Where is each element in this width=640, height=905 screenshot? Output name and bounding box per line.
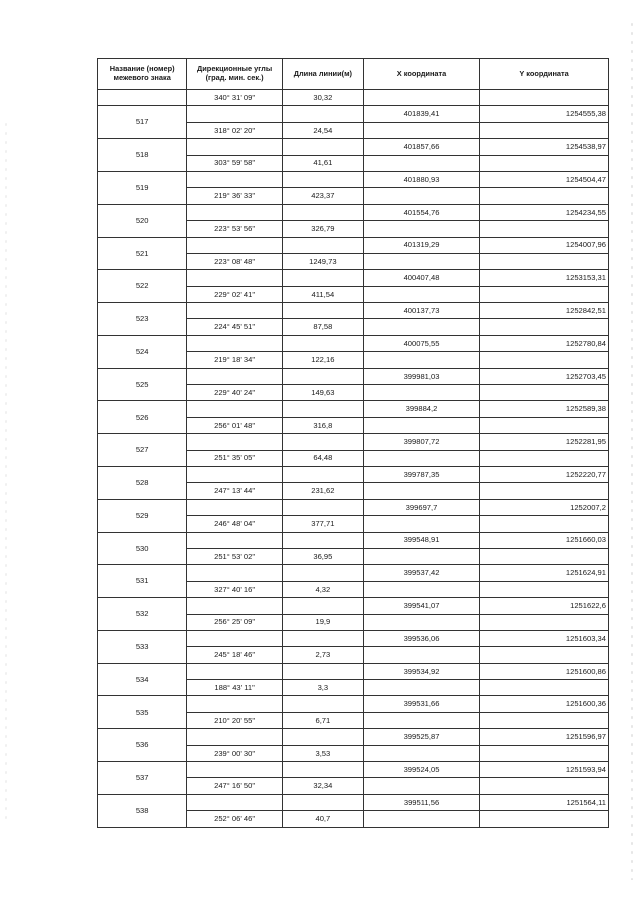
segment-angle: 251° 35' 05" bbox=[187, 450, 283, 466]
scan-artifact-right bbox=[630, 20, 634, 880]
y-coordinate: 1251600,86 bbox=[480, 663, 609, 679]
y-coordinate: 1252220,77 bbox=[480, 466, 609, 482]
segment-angle: 247° 16' 50" bbox=[187, 778, 283, 794]
table-row bbox=[98, 499, 609, 515]
table-row bbox=[98, 204, 609, 220]
segment-angle: 224° 45' 51" bbox=[187, 319, 283, 335]
segment-angle: 318° 02' 20" bbox=[187, 122, 283, 138]
y-coordinate: 1251564,11 bbox=[480, 794, 609, 810]
point-name: 525 bbox=[98, 368, 187, 401]
table-row bbox=[98, 729, 609, 745]
y-coordinate: 1252703,45 bbox=[480, 368, 609, 384]
header-line-length: Длина линии(м) bbox=[282, 59, 363, 90]
table-row bbox=[98, 303, 609, 319]
coordinates-table bbox=[97, 58, 609, 828]
x-coordinate: 400407,48 bbox=[363, 270, 479, 286]
y-coordinate: 1251660,03 bbox=[480, 532, 609, 548]
point-name: 535 bbox=[98, 696, 187, 729]
table-row bbox=[98, 335, 609, 351]
x-coordinate: 401839,41 bbox=[363, 106, 479, 122]
point-name: 534 bbox=[98, 663, 187, 696]
x-coordinate: 400075,55 bbox=[363, 335, 479, 351]
header-x-coordinate: X координата bbox=[363, 59, 479, 90]
segment-length: 377,71 bbox=[282, 516, 363, 532]
header-y-coordinate: Y координата bbox=[480, 59, 609, 90]
point-name: 518 bbox=[98, 139, 187, 172]
table-row bbox=[98, 90, 609, 106]
segment-length: 36,95 bbox=[282, 548, 363, 564]
segment-length: 30,32 bbox=[282, 90, 363, 106]
x-coordinate: 399981,03 bbox=[363, 368, 479, 384]
segment-angle: 340° 31' 09" bbox=[187, 90, 283, 106]
segment-length: 231,62 bbox=[282, 483, 363, 499]
y-coordinate: 1254555,38 bbox=[480, 106, 609, 122]
table-row bbox=[98, 565, 609, 581]
point-name: 526 bbox=[98, 401, 187, 434]
segment-length: 1249,73 bbox=[282, 253, 363, 269]
table-row bbox=[98, 139, 609, 155]
table-row bbox=[98, 270, 609, 286]
segment-length: 122,16 bbox=[282, 352, 363, 368]
table-row bbox=[98, 598, 609, 614]
point-name: 519 bbox=[98, 171, 187, 204]
y-coordinate: 1251603,34 bbox=[480, 630, 609, 646]
segment-angle: 251° 53' 02" bbox=[187, 548, 283, 564]
point-name: 530 bbox=[98, 532, 187, 565]
table-row bbox=[98, 762, 609, 778]
segment-length: 24,54 bbox=[282, 122, 363, 138]
segment-length: 41,61 bbox=[282, 155, 363, 171]
x-coordinate: 399524,05 bbox=[363, 762, 479, 778]
header-point-name: Название (номер) межевого знака bbox=[98, 59, 187, 90]
segment-angle: 210° 20' 55" bbox=[187, 712, 283, 728]
x-coordinate: 401880,93 bbox=[363, 171, 479, 187]
segment-length: 423,37 bbox=[282, 188, 363, 204]
y-coordinate: 1252589,38 bbox=[480, 401, 609, 417]
y-coordinate: 1252281,95 bbox=[480, 434, 609, 450]
point-name: 533 bbox=[98, 630, 187, 663]
segment-length: 3,3 bbox=[282, 680, 363, 696]
segment-length: 149,63 bbox=[282, 385, 363, 401]
segment-angle: 219° 36' 33" bbox=[187, 188, 283, 204]
segment-length: 87,58 bbox=[282, 319, 363, 335]
point-name: 536 bbox=[98, 729, 187, 762]
y-coordinate: 1252780,84 bbox=[480, 335, 609, 351]
segment-angle: 256° 01' 48" bbox=[187, 417, 283, 433]
y-coordinate: 1251593,94 bbox=[480, 762, 609, 778]
segment-length: 40,7 bbox=[282, 811, 363, 827]
table-row bbox=[98, 532, 609, 548]
table-row bbox=[98, 434, 609, 450]
x-coordinate: 400137,73 bbox=[363, 303, 479, 319]
segment-length: 32,34 bbox=[282, 778, 363, 794]
segment-angle: 219° 18' 34" bbox=[187, 352, 283, 368]
x-coordinate: 399511,56 bbox=[363, 794, 479, 810]
x-coordinate: 399534,92 bbox=[363, 663, 479, 679]
segment-angle: 327° 40' 16" bbox=[187, 581, 283, 597]
table-row bbox=[98, 368, 609, 384]
segment-angle: 229° 02' 41" bbox=[187, 286, 283, 302]
y-coordinate: 1251600,36 bbox=[480, 696, 609, 712]
table-row bbox=[98, 106, 609, 122]
y-coordinate: 1254234,55 bbox=[480, 204, 609, 220]
x-coordinate: 401319,29 bbox=[363, 237, 479, 253]
y-coordinate: 1254504,47 bbox=[480, 171, 609, 187]
table-row bbox=[98, 401, 609, 417]
point-name: 522 bbox=[98, 270, 187, 303]
point-name: 528 bbox=[98, 466, 187, 499]
x-coordinate: 401554,76 bbox=[363, 204, 479, 220]
point-name: 524 bbox=[98, 335, 187, 368]
segment-angle: 223° 53' 56" bbox=[187, 221, 283, 237]
x-coordinate: 399541,07 bbox=[363, 598, 479, 614]
table-row bbox=[98, 696, 609, 712]
segment-angle: 245° 18' 46" bbox=[187, 647, 283, 663]
segment-angle: 303° 59' 58" bbox=[187, 155, 283, 171]
segment-angle: 252° 06' 46" bbox=[187, 811, 283, 827]
segment-length: 326,79 bbox=[282, 221, 363, 237]
point-name: 537 bbox=[98, 762, 187, 795]
segment-angle: 223° 08' 48" bbox=[187, 253, 283, 269]
scan-artifact-left bbox=[4, 120, 8, 820]
y-coordinate: 1254007,96 bbox=[480, 237, 609, 253]
x-coordinate: 399525,87 bbox=[363, 729, 479, 745]
y-coordinate: 1251622,6 bbox=[480, 598, 609, 614]
point-name: 529 bbox=[98, 499, 187, 532]
segment-angle: 247° 13' 44" bbox=[187, 483, 283, 499]
point-name: 532 bbox=[98, 598, 187, 631]
x-coordinate: 399536,06 bbox=[363, 630, 479, 646]
table-row bbox=[98, 237, 609, 253]
x-coordinate: 399787,35 bbox=[363, 466, 479, 482]
segment-length: 64,48 bbox=[282, 450, 363, 466]
segment-length: 4,32 bbox=[282, 581, 363, 597]
segment-length: 3,53 bbox=[282, 745, 363, 761]
point-name: 531 bbox=[98, 565, 187, 598]
x-coordinate: 401857,66 bbox=[363, 139, 479, 155]
y-coordinate: 1253153,31 bbox=[480, 270, 609, 286]
segment-length: 2,73 bbox=[282, 647, 363, 663]
y-coordinate: 1251624,91 bbox=[480, 565, 609, 581]
segment-angle: 188° 43' 11" bbox=[187, 680, 283, 696]
segment-length: 316,8 bbox=[282, 417, 363, 433]
point-name: 521 bbox=[98, 237, 187, 270]
segment-length: 19,9 bbox=[282, 614, 363, 630]
segment-angle: 239° 00' 30" bbox=[187, 745, 283, 761]
table-row bbox=[98, 466, 609, 482]
table-header-row bbox=[98, 59, 609, 90]
table-row bbox=[98, 630, 609, 646]
table-row bbox=[98, 794, 609, 810]
x-coordinate: 399807,72 bbox=[363, 434, 479, 450]
point-name: 523 bbox=[98, 303, 187, 336]
x-coordinate: 399884,2 bbox=[363, 401, 479, 417]
point-name: 517 bbox=[98, 106, 187, 139]
segment-length: 6,71 bbox=[282, 712, 363, 728]
y-coordinate: 1251596,97 bbox=[480, 729, 609, 745]
y-coordinate: 1252007,2 bbox=[480, 499, 609, 515]
header-direction-angle: Дирекционные углы (град. мин. сек.) bbox=[187, 59, 283, 90]
table-body bbox=[98, 90, 609, 828]
segment-length: 411,54 bbox=[282, 286, 363, 302]
x-coordinate: 399537,42 bbox=[363, 565, 479, 581]
y-coordinate: 1254538,97 bbox=[480, 139, 609, 155]
x-coordinate: 399531,66 bbox=[363, 696, 479, 712]
point-name: 527 bbox=[98, 434, 187, 467]
segment-angle: 229° 40' 24" bbox=[187, 385, 283, 401]
segment-angle: 246° 48' 04" bbox=[187, 516, 283, 532]
y-coordinate: 1252842,51 bbox=[480, 303, 609, 319]
point-name: 538 bbox=[98, 794, 187, 827]
table-row bbox=[98, 663, 609, 679]
point-name: 520 bbox=[98, 204, 187, 237]
x-coordinate: 399697,7 bbox=[363, 499, 479, 515]
segment-angle: 256° 25' 09" bbox=[187, 614, 283, 630]
table-row bbox=[98, 171, 609, 187]
x-coordinate: 399548,91 bbox=[363, 532, 479, 548]
